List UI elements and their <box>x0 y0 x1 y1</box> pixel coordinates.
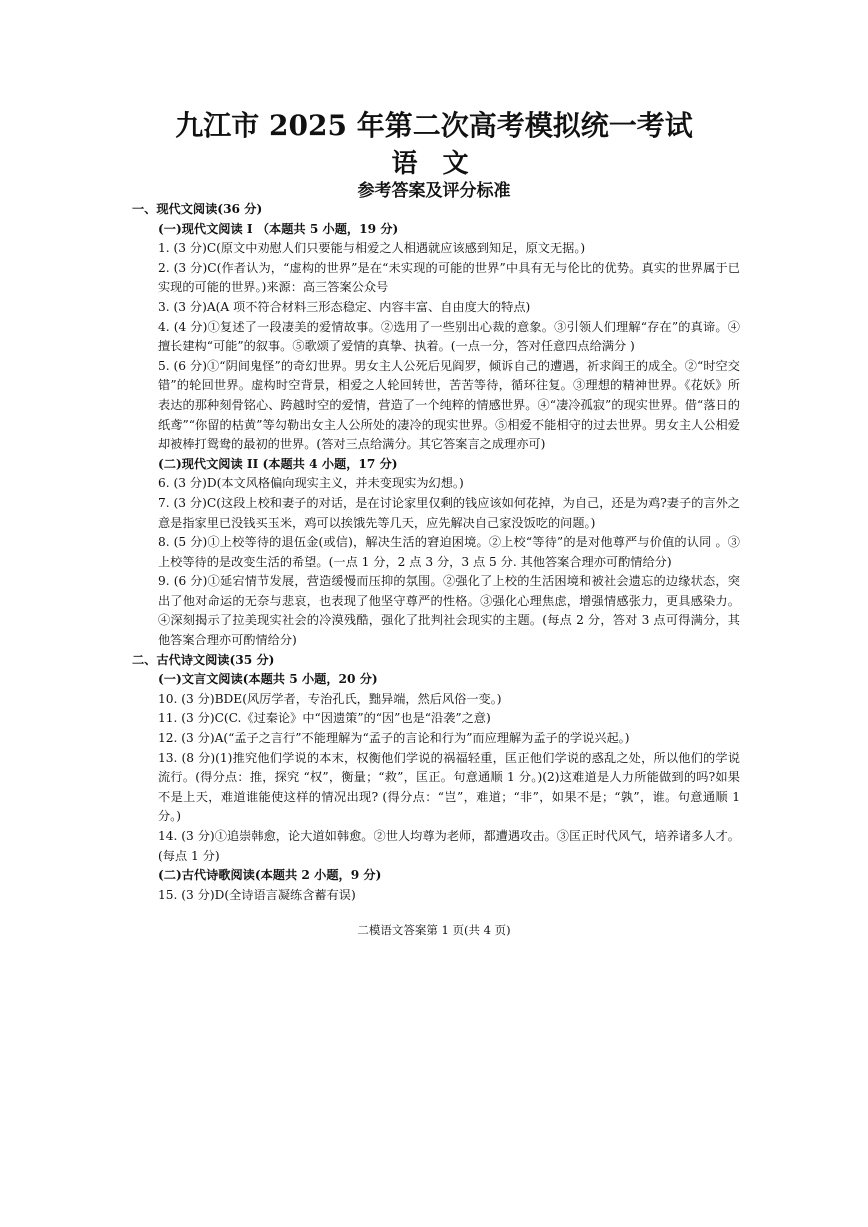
answer-item: 15. (3 分)D(全诗语言凝练含蓄有误) <box>158 887 356 902</box>
subsection-heading: (一)现代文阅读 I （本题共 5 小题，19 分) <box>158 221 399 236</box>
answer-item: 13. (8 分)(1)推究他们学说的本末，权衡他们学说的祸福轻重，匡正他们学说的惑乱之处，所以他们的学说流行。(得分点：推，探究 “权”，衡量；“救”，匡正。句意通顺 1 分。)(2)这难道是人力所能做到的吗?如果不是上天，难道谁能使这样的情况出现? (得分点：“岂”，难道；“非”，如果不是；“孰”，谁。句意通顺 1 分。) <box>158 750 740 824</box>
answer-item: 9. (6 分)①延宕情节发展，营造缓慢而压抑的氛围。②强化了上校的生活困境和被社会遗忘的边缘状态，突出了他对命运的无奈与悲哀，也表现了他坚守尊严的性格。③强化心理焦虑，增强情感张力，更具感染力。④深刻揭示了拉美现实社会的冷漠残酷，强化了批判社会现实的主题。(每点 2 分，答对 3 点可得满分，其他答案合理亦可酌情给分) <box>158 574 740 648</box>
answer-item: 2. (3 分)C(作者认为，“虚构的世界”是在“未实现的可能的世界”中具有无与伦比的优势。真实的世界属于已实现的可能的世界。)来源：高三答案公众号 <box>158 260 740 295</box>
answer-item: 3. (3 分)A(A 项不符合材料三形态稳定、内容丰富、自由度大的特点) <box>158 299 531 314</box>
answer-item: 6. (3 分)D(本文风格偏向现实主义，并未变现实为幻想。) <box>158 476 464 491</box>
answer-content <box>132 200 740 905</box>
subject-title: 语 文 <box>391 149 477 179</box>
answer-item: 8. (5 分)①上校等待的退伍金(或信)，解决生活的窘迫困境。②上校“等待”的是对他尊严与价值的认同 。③上校等待的是改变生活的希望。(一点 1 分，2 点 3 分，3 点 5 分. 其他答案合理亦可酌情给分) <box>158 535 740 569</box>
answer-item: 10. (3 分)BDE(风厉学者，专治孔氏，黜异端，然后风俗一变。) <box>158 691 502 706</box>
answer-item: 1. (3 分)C(原文中劝慰人们只要能与相爱之人相遇就应该感到知足，原文无据。) <box>158 241 586 256</box>
answer-item: 14. (3 分)①追崇韩愈，论大道如韩愈。②世人均尊为老师，都遭遇攻击。③匡正时代风气，培养诸多人才。(每点 1 分) <box>158 829 740 863</box>
section-heading: 二、古代诗文阅读(35 分) <box>132 652 275 667</box>
answer-item: 11. (3 分)C(C.《过秦论》中“因遗策”的“因”也是“沿袭”之意) <box>158 711 491 726</box>
subsection-heading: (二)现代文阅读 II (本题共 4 小题，17 分) <box>158 456 398 471</box>
answer-item: 7. (3 分)C(这段上校和妻子的对话，是在讨论家里仅剩的钱应该如何花掉，为自己，还是为鸡?妻子的言外之意是指家里已没钱买玉米，鸡可以挨饿先等几天，应先解决自己家没饭吃的问题。) <box>158 495 740 530</box>
answer-item: 12. (3 分)A(“孟子之言行”不能理解为“孟子的言论和行为”而应理解为孟子的学说兴起。) <box>158 731 630 746</box>
answer-item: 5. (6 分)①“阴间鬼怪”的奇幻世界。男女主人公死后见阎罗，倾诉自己的遭遇，祈求阎王的成全。②“时空交错”的轮回世界。虚构时空背景，相爱之人轮回转世，苦苦等待，循环往复。③理想的精神世界。《花妖》所表达的那种刻骨铭心、跨越时空的爱情，营造了一个纯粹的情感世界。④“凄冷孤寂”的现实世界。借“落日的纸鸢”“你留的枯黄”等勾勒出女主人公所处的凄冷的现实世界。⑤相爱不能相守的过去世界。男女主人公相爱却被棒打鸳鸯的最初的世界。(答对三点给满分。其它答案言之成理亦可) <box>158 358 740 452</box>
subsection-heading: (二)古代诗歌阅读(本题共 2 小题，9 分) <box>158 868 382 883</box>
exam-title: 九江市 2025 年第二次高考模拟统一考试 <box>175 109 693 142</box>
answer-item: 4. (4 分)①复述了一段凄美的爱情故事。②选用了一些别出心裁的意象。③引领人们理解“存在”的真谛。④擅长建构“可能”的叙事。⑤歌颂了爱情的真挚、执着。(一点一分，答对任意四点给满分 ) <box>158 319 740 354</box>
page-subtitle: 参考答案及评分标准 <box>357 181 511 201</box>
page-footer: 二模语文答案第 1 页(共 4 页) <box>357 923 511 937</box>
section-heading: 一、现代文阅读(36 分) <box>132 202 263 216</box>
subsection-heading: (一)文言文阅读(本题共 5 小题，20 分) <box>158 672 378 687</box>
